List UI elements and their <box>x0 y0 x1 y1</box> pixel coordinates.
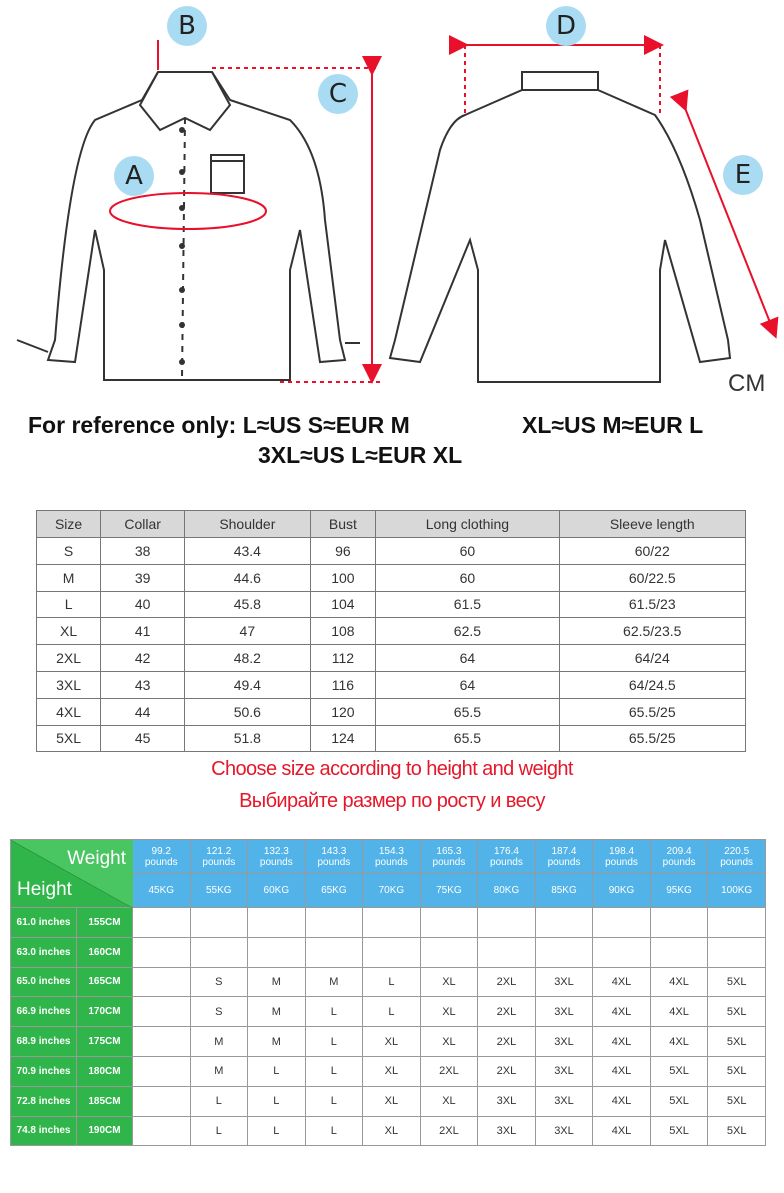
recommended-size-cell <box>133 997 191 1027</box>
recommended-size-cell <box>363 937 421 967</box>
recommended-size-cell <box>708 937 766 967</box>
height-row <box>11 937 766 967</box>
recommended-size-cell: 4XL <box>593 967 651 997</box>
recommended-size-cell <box>535 937 593 967</box>
reference-line-2: 3XL≈US L≈EUR XL <box>258 442 463 468</box>
weight-kg-header: 45KG <box>133 874 191 908</box>
recommended-size-cell: 3XL <box>535 1086 593 1116</box>
size-table-header: Collar <box>101 511 185 538</box>
height-row <box>11 908 766 938</box>
recommended-size-cell: 5XL <box>708 1027 766 1057</box>
recommended-size-cell: 4XL <box>593 1027 651 1057</box>
recommended-size-cell: 5XL <box>650 1056 708 1086</box>
recommended-size-cell <box>363 908 421 938</box>
height-row <box>11 997 766 1027</box>
recommended-size-cell <box>133 1086 191 1116</box>
recommended-size-cell: XL <box>363 1086 421 1116</box>
size-table-cell: 42 <box>101 645 185 672</box>
size-table-cell: 3XL <box>37 671 101 698</box>
size-table-cell: 100 <box>310 564 376 591</box>
recommended-size-cell: 5XL <box>650 1116 708 1146</box>
size-table-cell: 65.5/25 <box>559 725 746 752</box>
recommended-size-cell: 4XL <box>650 967 708 997</box>
weight-pounds-unit: pounds <box>720 856 754 868</box>
measurement-guides <box>110 40 775 382</box>
weight-pounds-header <box>363 840 421 874</box>
size-table-cell: 60/22 <box>559 538 746 565</box>
notice-russian: Выбирайте размер по росту и весу <box>239 790 545 812</box>
size-table-cell: 64 <box>376 671 559 698</box>
weight-kg-header: 65KG <box>305 874 363 908</box>
unit-label: CM <box>728 370 766 397</box>
weight-pounds-value: 99.2 <box>151 845 171 857</box>
weight-pounds-header <box>593 840 651 874</box>
weight-pounds-header <box>535 840 593 874</box>
recommended-size-cell: 4XL <box>593 1116 651 1146</box>
weight-kg-header: 60KG <box>248 874 306 908</box>
recommended-size-cell: 5XL <box>650 1086 708 1116</box>
size-table-cell: L <box>37 591 101 618</box>
recommended-size-cell: S <box>190 967 248 997</box>
size-table-cell: 49.4 <box>185 671 310 698</box>
size-table-cell: 51.8 <box>185 725 310 752</box>
size-table-cell: 38 <box>101 538 185 565</box>
weight-kg-header: 55KG <box>190 874 248 908</box>
size-table-cell: 44 <box>101 698 185 725</box>
height-cm: 170CM <box>77 997 133 1027</box>
recommended-size-cell: M <box>248 997 306 1027</box>
weight-pounds-value: 209.4 <box>666 845 692 857</box>
weight-pounds-header <box>305 840 363 874</box>
reference-line-1-left: For reference only: L≈US S≈EUR M <box>28 412 410 438</box>
size-table-cell: 45.8 <box>185 591 310 618</box>
height-inches: 72.8 inches <box>11 1086 77 1116</box>
size-table-cell: 64/24.5 <box>559 671 746 698</box>
size-table-cell: 65.5 <box>376 725 559 752</box>
recommended-size-cell <box>535 908 593 938</box>
recommended-size-cell: 3XL <box>478 1086 536 1116</box>
notice-english: Choose size according to height and weight <box>211 758 573 780</box>
size-table-row <box>37 564 746 591</box>
weight-kg-header: 70KG <box>363 874 421 908</box>
size-table-row <box>37 591 746 618</box>
height-inches: 68.9 inches <box>11 1027 77 1057</box>
recommended-size-cell <box>133 1027 191 1057</box>
recommended-size-cell <box>248 908 306 938</box>
recommended-size-cell: XL <box>420 1027 478 1057</box>
marker-a: A <box>114 156 154 196</box>
front-shirt-outline <box>17 72 360 380</box>
recommended-size-cell: 4XL <box>593 997 651 1027</box>
weight-kg-header: 80KG <box>478 874 536 908</box>
recommended-size-cell: L <box>190 1086 248 1116</box>
height-cm: 185CM <box>77 1086 133 1116</box>
weight-pounds-unit: pounds <box>605 856 638 868</box>
marker-d: D <box>546 6 586 46</box>
recommended-size-cell: L <box>363 997 421 1027</box>
recommended-size-cell: 5XL <box>708 967 766 997</box>
size-table-cell: 116 <box>310 671 376 698</box>
recommended-size-cell <box>133 1116 191 1146</box>
recommended-size-cell: 2XL <box>420 1116 478 1146</box>
recommended-size-cell: M <box>248 1027 306 1057</box>
size-table-cell: 65.5 <box>376 698 559 725</box>
height-row <box>11 1027 766 1057</box>
size-table-cell: 60 <box>376 564 559 591</box>
height-cm: 155CM <box>77 908 133 938</box>
weight-pounds-header <box>248 840 306 874</box>
recommended-size-cell: 3XL <box>535 997 593 1027</box>
weight-pounds-unit: pounds <box>374 856 408 868</box>
recommended-size-cell: 4XL <box>650 1027 708 1057</box>
size-table-header: Bust <box>310 511 376 538</box>
size-table-cell: 47 <box>185 618 310 645</box>
recommended-size-cell <box>478 908 536 938</box>
weight-pounds-value: 176.4 <box>493 845 519 857</box>
weight-pounds-value: 121.2 <box>206 845 232 857</box>
weight-pounds-unit: pounds <box>202 856 236 868</box>
recommended-size-cell: XL <box>363 1056 421 1086</box>
size-table-cell: 112 <box>310 645 376 672</box>
recommended-size-cell <box>708 908 766 938</box>
size-table-cell: 43 <box>101 671 185 698</box>
recommended-size-cell: M <box>190 1056 248 1086</box>
recommended-size-cell <box>190 937 248 967</box>
height-row <box>11 1056 766 1086</box>
height-inches: 70.9 inches <box>11 1056 77 1086</box>
back-shirt-outline <box>390 72 730 382</box>
size-table-row <box>37 645 746 672</box>
size-table-cell: 40 <box>101 591 185 618</box>
size-table-row <box>37 538 746 565</box>
recommended-size-cell: 3XL <box>535 1116 593 1146</box>
recommended-size-cell: 5XL <box>708 1056 766 1086</box>
size-table-cell: XL <box>37 618 101 645</box>
size-table-cell: 2XL <box>37 645 101 672</box>
recommended-size-cell <box>248 937 306 967</box>
weight-pounds-header <box>420 840 478 874</box>
recommended-size-cell: 4XL <box>593 1056 651 1086</box>
size-table-header: Size <box>37 511 101 538</box>
weight-label: Weight <box>67 848 126 869</box>
recommended-size-cell <box>305 937 363 967</box>
size-table-cell: 48.2 <box>185 645 310 672</box>
recommended-size-cell <box>650 908 708 938</box>
weight-pounds-header <box>478 840 536 874</box>
height-inches: 66.9 inches <box>11 997 77 1027</box>
recommended-size-cell: L <box>305 1086 363 1116</box>
weight-pounds-unit: pounds <box>490 856 523 868</box>
weight-kg-header: 90KG <box>593 874 651 908</box>
weight-pounds-header <box>190 840 248 874</box>
recommended-size-cell <box>593 937 651 967</box>
recommended-size-cell <box>420 937 478 967</box>
recommended-size-cell: L <box>305 1027 363 1057</box>
recommended-size-cell: 3XL <box>478 1116 536 1146</box>
height-label: Height <box>17 879 72 900</box>
size-table-cell: 65.5/25 <box>559 698 746 725</box>
size-table-header: Long clothing <box>376 511 559 538</box>
marker-c: C <box>318 74 358 114</box>
recommended-size-cell <box>190 908 248 938</box>
weight-pounds-value: 187.4 <box>551 845 577 857</box>
height-cm: 175CM <box>77 1027 133 1057</box>
shirt-measurement-diagram <box>0 0 784 400</box>
weight-pounds-unit: pounds <box>662 856 696 868</box>
recommended-size-cell <box>650 937 708 967</box>
size-table-cell: 120 <box>310 698 376 725</box>
size-table-cell: 60 <box>376 538 559 565</box>
weight-pounds-header <box>133 840 191 874</box>
size-table-cell: 62.5/23.5 <box>559 618 746 645</box>
recommended-size-cell <box>133 937 191 967</box>
height-inches: 65.0 inches <box>11 967 77 997</box>
recommended-size-cell <box>133 908 191 938</box>
recommended-size-cell <box>133 967 191 997</box>
weight-pounds-unit: pounds <box>547 856 581 868</box>
size-table-row <box>37 671 746 698</box>
recommended-size-cell: S <box>190 997 248 1027</box>
weight-pounds-header <box>650 840 708 874</box>
size-table-cell: 61.5/23 <box>559 591 746 618</box>
size-table-cell: 43.4 <box>185 538 310 565</box>
recommended-size-cell: XL <box>420 967 478 997</box>
weight-pounds-value: 154.3 <box>378 845 404 857</box>
size-table-cell: 108 <box>310 618 376 645</box>
height-cm: 160CM <box>77 937 133 967</box>
weight-pounds-value: 165.3 <box>436 845 462 857</box>
recommended-size-cell: 3XL <box>535 1056 593 1086</box>
recommended-size-cell: XL <box>420 997 478 1027</box>
recommended-size-cell: 3XL <box>535 1027 593 1057</box>
height-weight-table <box>10 839 766 1146</box>
marker-b: B <box>167 6 207 46</box>
recommended-size-cell: L <box>190 1116 248 1146</box>
recommended-size-cell <box>478 937 536 967</box>
height-row <box>11 967 766 997</box>
size-table-cell: 44.6 <box>185 564 310 591</box>
size-table-cell: 50.6 <box>185 698 310 725</box>
recommended-size-cell: M <box>248 967 306 997</box>
size-table <box>36 510 746 752</box>
size-table-cell: 5XL <box>37 725 101 752</box>
recommended-size-cell: 5XL <box>708 1086 766 1116</box>
size-table-cell: 39 <box>101 564 185 591</box>
recommended-size-cell: L <box>305 1056 363 1086</box>
size-table-row <box>37 698 746 725</box>
weight-kg-header: 95KG <box>650 874 708 908</box>
size-table-header: Sleeve length <box>559 511 746 538</box>
weight-kg-header: 100KG <box>708 874 766 908</box>
size-table-cell: 4XL <box>37 698 101 725</box>
recommended-size-cell: 2XL <box>420 1056 478 1086</box>
size-table-cell: 61.5 <box>376 591 559 618</box>
recommended-size-cell: 5XL <box>708 1116 766 1146</box>
height-cm: 165CM <box>77 967 133 997</box>
weight-pounds-value: 132.3 <box>263 845 289 857</box>
recommended-size-cell: 4XL <box>593 1086 651 1116</box>
weight-pounds-unit: pounds <box>317 856 351 868</box>
recommended-size-cell: 2XL <box>478 997 536 1027</box>
height-weight-corner <box>11 840 133 908</box>
size-table-cell: 64/24 <box>559 645 746 672</box>
weight-kg-header: 75KG <box>420 874 478 908</box>
weight-pounds-unit: pounds <box>259 856 293 868</box>
recommended-size-cell: L <box>248 1056 306 1086</box>
weight-pounds-unit: pounds <box>432 856 466 868</box>
weight-pounds-value: 220.5 <box>724 845 750 857</box>
height-cm: 180CM <box>77 1056 133 1086</box>
weight-pounds-unit: pounds <box>144 856 178 868</box>
size-table-cell: M <box>37 564 101 591</box>
marker-e: E <box>723 155 763 195</box>
size-table-cell: 64 <box>376 645 559 672</box>
recommended-size-cell: 2XL <box>478 1027 536 1057</box>
front-buttons <box>179 127 185 365</box>
recommended-size-cell <box>593 908 651 938</box>
recommended-size-cell: M <box>305 967 363 997</box>
size-table-cell: 60/22.5 <box>559 564 746 591</box>
recommended-size-cell: L <box>305 997 363 1027</box>
recommended-size-cell: L <box>363 967 421 997</box>
recommended-size-cell <box>420 908 478 938</box>
weight-pounds-value: 143.3 <box>321 845 347 857</box>
height-cm: 190CM <box>77 1116 133 1146</box>
size-table-cell: S <box>37 538 101 565</box>
size-table-row <box>37 618 746 645</box>
recommended-size-cell <box>305 908 363 938</box>
weight-pounds-header <box>708 840 766 874</box>
size-table-header: Shoulder <box>185 511 310 538</box>
size-table-cell: 124 <box>310 725 376 752</box>
recommended-size-cell: 3XL <box>535 967 593 997</box>
height-inches: 63.0 inches <box>11 937 77 967</box>
recommended-size-cell: XL <box>420 1086 478 1116</box>
recommended-size-cell: 2XL <box>478 1056 536 1086</box>
size-table-cell: 96 <box>310 538 376 565</box>
size-table-cell: 45 <box>101 725 185 752</box>
height-inches: 61.0 inches <box>11 908 77 938</box>
recommended-size-cell: M <box>190 1027 248 1057</box>
height-row <box>11 1086 766 1116</box>
size-table-cell: 104 <box>310 591 376 618</box>
recommended-size-cell: 2XL <box>478 967 536 997</box>
height-row <box>11 1116 766 1146</box>
recommended-size-cell: XL <box>363 1027 421 1057</box>
recommended-size-cell <box>133 1056 191 1086</box>
recommended-size-cell: 5XL <box>708 997 766 1027</box>
reference-line-1-right: XL≈US M≈EUR L <box>522 412 704 438</box>
height-inches: 74.8 inches <box>11 1116 77 1146</box>
size-table-row <box>37 725 746 752</box>
recommended-size-cell: 4XL <box>650 997 708 1027</box>
recommended-size-cell: L <box>305 1116 363 1146</box>
recommended-size-cell: XL <box>363 1116 421 1146</box>
recommended-size-cell: L <box>248 1116 306 1146</box>
recommended-size-cell: L <box>248 1086 306 1116</box>
size-table-cell: 62.5 <box>376 618 559 645</box>
weight-pounds-value: 198.4 <box>609 845 635 857</box>
size-table-cell: 41 <box>101 618 185 645</box>
weight-kg-header: 85KG <box>535 874 593 908</box>
